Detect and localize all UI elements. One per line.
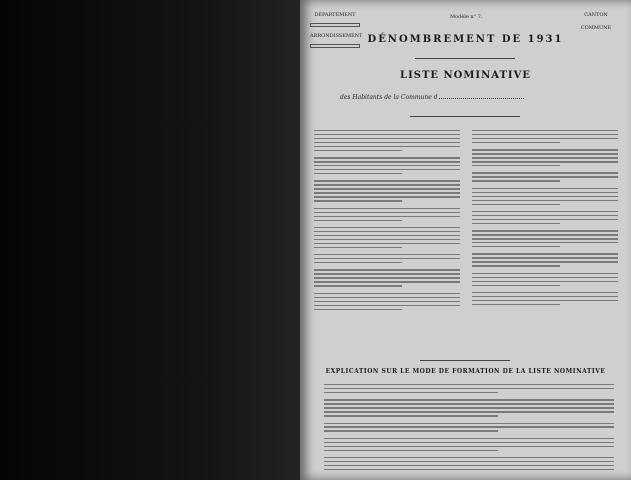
explanation-divider (420, 360, 510, 361)
title-divider (415, 58, 515, 59)
document-page (300, 0, 631, 480)
document-title: DÉNOMBREMENT DE 1931 (367, 34, 564, 45)
canton-label: CANTON (584, 12, 608, 18)
explanation-body (324, 384, 614, 473)
department-value (310, 23, 360, 27)
subtitle-text: des Habitants de la Commune d (340, 94, 438, 101)
instructions-column-left (314, 130, 460, 313)
commune-subtitle (340, 94, 524, 101)
commune-label: COMMUNE (580, 25, 612, 31)
commune-name (439, 98, 524, 99)
section-divider (410, 116, 520, 117)
dark-background (0, 0, 300, 480)
instructions-column-right (472, 130, 618, 308)
canton-header (567, 12, 625, 32)
model-number: Modèle n° 7. (450, 14, 483, 20)
list-title: LISTE NOMINATIVE (400, 70, 531, 81)
department-label: DÉPARTEMENT (314, 12, 356, 18)
arrondissement-label: ARRONDISSEMENT (310, 33, 363, 39)
explanation-title: EXPLICATION SUR LE MODE DE FORMATION DE LA LISTE NOMINATIVE (325, 368, 606, 375)
